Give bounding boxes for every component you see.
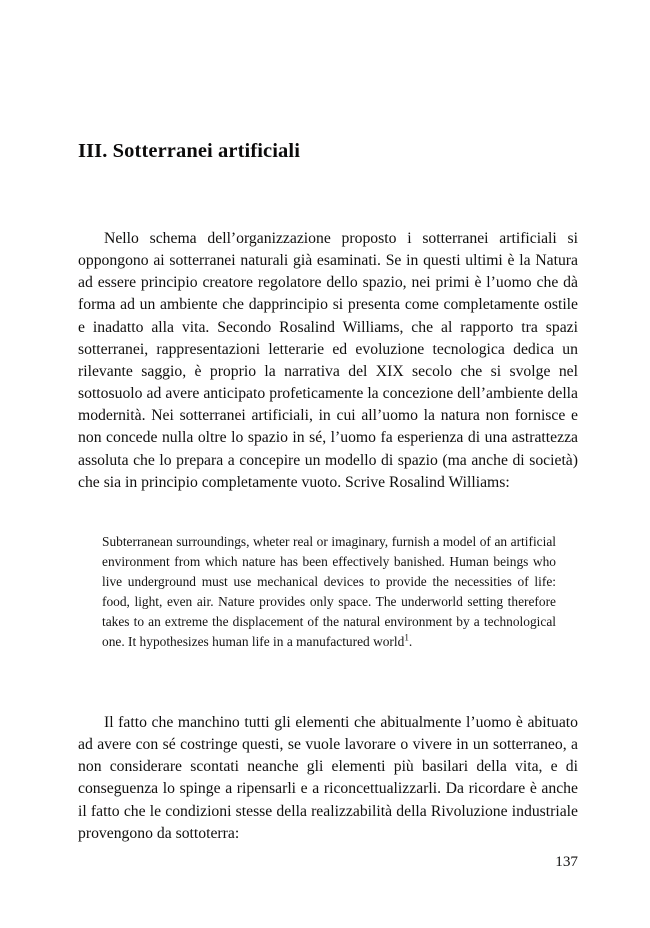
quotation-paragraph xyxy=(102,532,556,653)
quotation-terminal-punctuation: . xyxy=(408,634,413,650)
quotation-text: Subterranean surroundings, wheter real or imaginary, furnish a model of an artificial environment from which nature has been effectively banished. Human beings who live underground must use mechanical devices to provide the necessities of life: food, light, even air. Nature provides only space. The underworld setting therefore takes to an extreme the displacement of the natural environment by a technological one. It hypothesizes human life in a manufactured world xyxy=(102,534,556,650)
footnote-reference-marker[interactable]: 1 xyxy=(404,633,409,643)
closing-paragraph: Il fatto che manchino tutti gli elementi che abitualmente l’uomo è abituato ad avere con sé costringe questi, se vuole lavorare o vivere in un sotterraneo, a non considerare scontati neanche gli elementi più basilari della vita, e di conseguenza lo spinge a ripensarli e a riconcettualizzarli. Da ricordare è anche il fatto che le condizioni stesse della realizzabilità della Rivoluzione industriale provengono da sottoterra: xyxy=(78,714,578,842)
chapter-title: III. Sotterranei artificiali xyxy=(78,140,300,162)
body-paragraph: Nello schema dell’organizzazione proposto i sotterranei artificiali si oppongono ai sotterranei naturali già esaminati. Se in questi ultimi è la Natura ad essere principio creatore regolatore dello spazio, nei primi è l’uomo che dà forma ad un ambiente che dapprincipio si presenta come completamente ostile e inadatto alla vita. Secondo Rosalind Williams, che al rapporto tra spazi sotterranei, rappresentazioni letterarie ed evoluzione tecnologica dedica un rilevante saggio, è proprio la narrativa del XIX secolo che si svolge nel sottosuolo ad avere anticipato profeticamente la concezione dell’ambiente della modernità. Nei sotterranei artificiali, in cui all’uomo la natura non fornisce e non concede nulla oltre lo spazio in sé, l’uomo fa esperienza di una astrattezza assoluta che lo prepara a concepire un modello di spazio (ma anche di società) che sia in principio completamente vuoto. Scrive Rosalind Williams: xyxy=(78,230,578,491)
body-section xyxy=(78,228,578,494)
closing-section xyxy=(78,712,578,845)
page-number-folio: 137 xyxy=(555,853,578,870)
block-quotation xyxy=(102,532,556,653)
